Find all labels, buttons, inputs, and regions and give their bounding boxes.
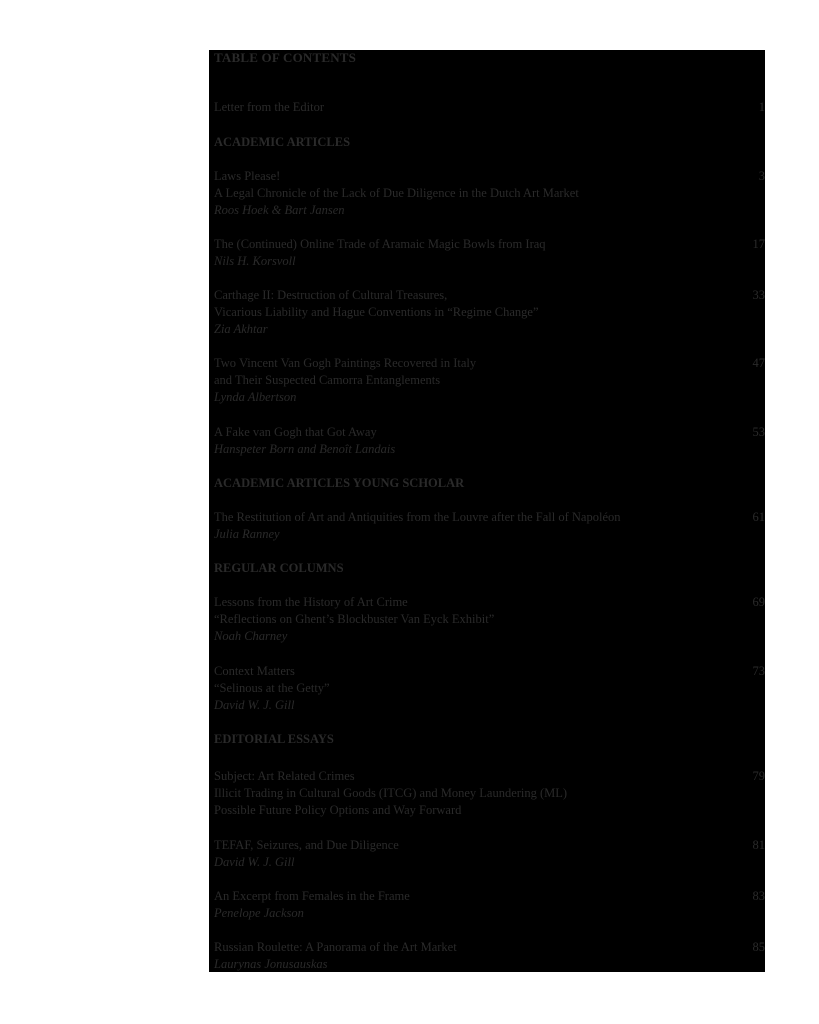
entry-author: Laurynas Jonusauskas <box>214 957 328 971</box>
page-number: 17 <box>752 237 765 251</box>
entry-author: Noah Charney <box>214 629 288 643</box>
entry-title: Lessons from the History of Art Crime “Reflections on Ghent’s Blockbuster Van Eyck Exhibit” Noah Charney <box>214 595 495 643</box>
entry-author: Hanspeter Born and Benoît Landais <box>214 442 396 456</box>
page-number: 81 <box>752 838 765 852</box>
entry-title: Russian Roulette: A Panorama of the Art Market Laurynas Jonusauskas <box>214 940 457 971</box>
entry-author: Nils H. Korsvoll <box>214 254 296 268</box>
page-number: 3 <box>758 169 765 183</box>
entry-author: David W. J. Gill <box>214 698 295 712</box>
entry-title: An Excerpt from Females in the Frame Penelope Jackson <box>214 889 410 920</box>
entry-author: Julia Ranney <box>214 527 280 541</box>
page-number: 85 <box>752 940 765 954</box>
entry-title: Letter from the Editor <box>214 100 325 114</box>
page-number: 47 <box>752 356 765 370</box>
entry-author: Penelope Jackson <box>214 906 304 920</box>
page-number: 79 <box>752 769 765 783</box>
section-heading-editorial-essays: EDITORIAL ESSAYS <box>214 732 334 746</box>
section-heading-regular-columns: REGULAR COLUMNS <box>214 561 344 575</box>
toc-title: TABLE OF CONTENTS <box>214 50 357 65</box>
section-heading-academic: ACADEMIC ARTICLES <box>214 135 351 149</box>
entry-title: Laws Please! A Legal Chronicle of the Lack of Due Diligence in the Dutch Art Market Roos Hoek & Bart Jansen <box>214 169 579 217</box>
entry-title: A Fake van Gogh that Got Away Hanspeter Born and Benoît Landais <box>214 425 396 456</box>
entry-title: The Restitution of Art and Antiquities from the Louvre after the Fall of Napoléon Julia Ranney <box>214 510 621 541</box>
page-number: 61 <box>752 510 765 524</box>
page-number: 53 <box>752 425 765 439</box>
entry-title: Subject: Art Related Crimes Illicit Trading in Cultural Goods (ITCG) and Money Laundering (ML) Possible Future Policy Options and Way Forward <box>214 769 568 817</box>
entry-author: Zia Akhtar <box>214 322 268 336</box>
page-number: 83 <box>752 889 765 903</box>
toc-panel <box>209 50 765 972</box>
page-number: 69 <box>752 595 765 609</box>
entry-title: Two Vincent Van Gogh Paintings Recovered in Italy and Their Suspected Camorra Entanglements Lynda Albertson <box>214 356 477 404</box>
section-heading-young-scholar: ACADEMIC ARTICLES YOUNG SCHOLAR <box>214 476 465 490</box>
page-number: 1 <box>758 100 765 114</box>
entry-author: David W. J. Gill <box>214 855 295 869</box>
entry-title: TEFAF, Seizures, and Due Diligence David W. J. Gill <box>214 838 399 869</box>
page-number: 73 <box>752 664 765 678</box>
entry-author: Lynda Albertson <box>214 390 297 404</box>
entry-title: Context Matters “Selinous at the Getty” David W. J. Gill <box>214 664 330 712</box>
entry-title: The (Continued) Online Trade of Aramaic Magic Bowls from Iraq Nils H. Korsvoll <box>214 237 546 268</box>
entry-author: Roos Hoek & Bart Jansen <box>214 203 345 217</box>
page-number: 33 <box>752 288 765 302</box>
entry-title: Carthage II: Destruction of Cultural Treasures, Vicarious Liability and Hague Conventions in “Regime Change” Zia Akhtar <box>214 288 539 336</box>
